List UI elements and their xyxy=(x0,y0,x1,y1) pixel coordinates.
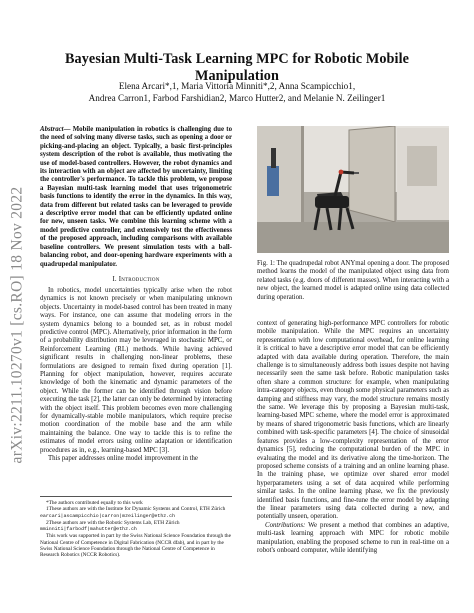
footnote-affiliation-2 xyxy=(40,520,232,534)
robot-door-illustration xyxy=(257,126,449,253)
affiliation-2-email: mminniti|farbodf|mahutter@ethz.ch xyxy=(40,527,137,533)
affiliation-1-email: earcari|ascampicchio|carron|mzeilinger@ethz.ch xyxy=(40,513,176,519)
right-column-body xyxy=(257,320,449,555)
author-line-2: Andrea Carron1, Farbod Farshidian2, Marco Hutter2, and Melanie N. Zeilinger1 xyxy=(88,93,386,104)
contributions-label: Contributions: xyxy=(265,521,306,529)
footnote-equal-contribution: *The authors contributed equally to this work xyxy=(46,500,143,506)
contributions-text: We present a method that combines an adaptive, multi-task learning approach with MPC for robotic mobile manipulation, enabling the proposed scheme to run in real-time on a robot's onboard computer, while identifying xyxy=(257,521,449,554)
right-paragraph-1: context of generating high-performance MPC controllers for robotic mobile manipulation. While the MPC requires an uncertainty representation with low computational overhead, for online learning it is critical to have a descriptive error model that can be efficiently adapted with data available during operation. Therefore, the main challenge is to simultaneously address both issues despite not having necessarily seen the same task before. Robotic manipulation tasks often share a common structure: for example, when manipulating intra-category objects, even though some physical parameters such as damping and stiffness may vary, the model structure remains mostly the same. We leverage this by proposing a Bayesian multi-task, learning-based MPC scheme, where the model error is approximated by means of shared trigonometric basis functions, which are linearly combined with task-specific parameters [4]. The choice of sinusoidal features provides a low-complexity representation of the error dynamics [5], reducing the computational burden of the MPC in evaluating the model and its derivative along the time-horizon. The proposed scheme consists of a training and an online learning phase. In the training phase, we optimize over shared error model hyperparameters using a set of data acquired while performing similar tasks. In the online learning phase, we fix the previously identified basis functions, and fine-tune the error model by adapting the linear parameters using data collected during a new, and potentially unseen, operation. xyxy=(257,320,449,521)
footnote-funding: This work was supported in part by the Swiss National Science Foundation through the National Centre of Competence in Digital Fabrication (NCCR dfab), and in part by the Swiss National Science Foundation through the National Centre of Competence in Research Robotics (NCCR Robotics). xyxy=(40,533,231,559)
section-title: Introduction xyxy=(118,275,160,283)
section-number: I. xyxy=(112,275,117,283)
right-column-top xyxy=(257,126,449,302)
paper-title: Bayesian Multi-Task Learning MPC for Robotic Mobile Manipulation xyxy=(64,51,410,84)
affiliation-2-text: 2These authors are with the Robotic Systems Lab, ETH Zürich xyxy=(46,519,180,526)
abstract-text: — Mobile manipulation in robotics is challenging due to the need of solving many diverse tasks, such as opening a door or picking-and-placing an object. Typically, a basic first-principles system description of the robot is available, thus motivating the use of model-based controllers. However, the robot dynamics and its interaction with an object are affected by uncertainty, limiting the controller's performance. To tackle this problem, we propose a Bayesian multi-task learning model that uses trigonometric basis functions to identify the error in the dynamics. In this way, data from different but related tasks can be leveraged to provide a descriptive error model that can be efficiently updated online for new, unseen tasks. We combine this learning scheme with a model predictive controller, and extensively test the effectiveness of the proposed approach, including comparisons with available baseline controllers. We present simulation tests with a ball-balancing robot, and door-opening hardware experiments with a quadrupedal manipulator. xyxy=(40,126,232,268)
figure-1-photo xyxy=(257,126,449,253)
arxiv-identifier-text: arXiv:2211.10270v1 [cs.RO] 18 Nov 2022 xyxy=(8,186,26,464)
intro-paragraph-2: This paper addresses online model improvement in the xyxy=(48,455,198,463)
author-line-1: Elena Arcari*,1, Maria Vittoria Minniti*,2, Anna Scampicchio1, xyxy=(118,81,356,91)
abstract xyxy=(40,126,232,269)
author-list xyxy=(60,80,414,104)
footnote-affiliation-1 xyxy=(40,506,232,520)
figure-1-caption: Fig. 1: The quadrupedal robot ANYmal opening a door. The proposed method learns the model of the manipulated object using data from related tasks (e.g. doors of different masses). When interacting with a new object, the learned model is adapted online using data collected during operation. xyxy=(257,260,449,301)
footnotes xyxy=(40,496,232,559)
affiliation-1-text: 1These authors are with the Institute for Dynamic Systems and Control, ETH Zürich xyxy=(46,506,226,513)
section-heading-introduction xyxy=(40,276,232,283)
introduction-body xyxy=(40,287,232,464)
abstract-label: Abstract xyxy=(40,126,64,133)
left-column xyxy=(40,126,232,463)
intro-paragraph-1: In robotics, model uncertainties typically arise when the robot dynamics is not known precisely or when manipulating unknown objects. Uncertainty in model-based control has been treated in many ways. For instance, one can assume that modeling errors in the system dynamics belong to a bounded set, as in robust model predictive control (MPC). Alternatively, prior information in the form of a probability distribution may be leveraged in stochastic MPC, or Reinforcement Learning (RL) methods. While having achieved significant results in challenging non-linear problems, these formulations are designed to remain fixed during operation [1]. Planning for object manipulation, however, requires accurate knowledge of both the kinematic and dynamic parameters of the object. While the former can be identified through vision before executing the task [2], the latter can only be determined by interacting with the object itself. This problem becomes even more challenging for dynamically-stable mobile manipulators, which require precise motion coordination of the mobile base and the arm while maintaining the balance. One way to tackle this is to refine the estimates of model errors using online adaptation or identification procedures as in, e.g., learning-based MPC [3]. xyxy=(40,286,232,454)
contributions-paragraph xyxy=(257,522,449,556)
arxiv-identifier xyxy=(4,110,30,540)
